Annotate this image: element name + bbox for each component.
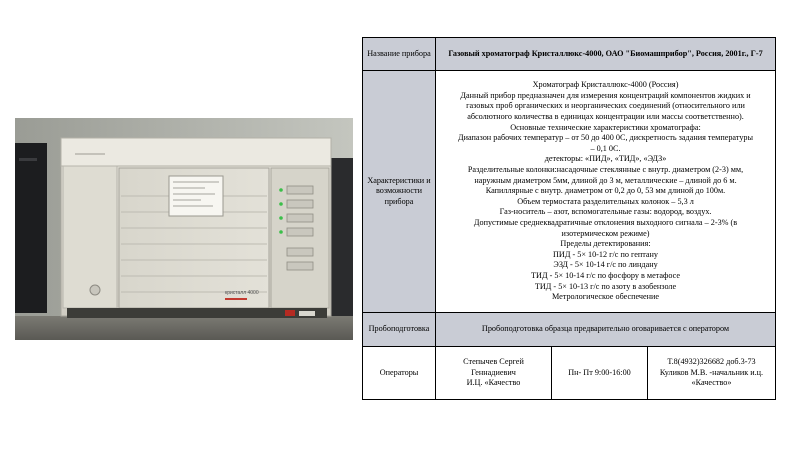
operator-line: И.Ц. «Качество — [466, 378, 521, 388]
spec-line: ТИД - 5× 10-13 г/с по азоту в азобензоле — [534, 281, 677, 291]
chromatograph-image — [15, 118, 353, 340]
table-row — [363, 38, 776, 71]
instrument-name-value: Газовый хроматограф Кристаллюкс-4000, ОАО "Биомашприбор", Россия, 2001г., Г-7 — [436, 38, 776, 71]
specification-table — [362, 37, 776, 400]
spec-line: Газ-носитель – азот, вспомогательные газы: водород, воздух. — [499, 207, 712, 217]
table-row — [363, 347, 776, 400]
contact-line: «Качество» — [691, 378, 732, 388]
operator-schedule: Пн- Пт 9:00-16:00 — [552, 347, 648, 400]
operator-person — [436, 347, 552, 400]
spec-line: Данный прибор предназначен для измерения концентраций компонентов жидких и — [460, 90, 751, 100]
row-label-operators: Операторы — [363, 347, 436, 400]
spec-line: Пределы детектирования: — [560, 239, 651, 249]
operator-line: Геннадиевич — [471, 367, 516, 377]
row-label-name: Название прибора — [363, 38, 436, 71]
spec-line: газовых проб органических и неорганических соединений (относительного или — [466, 101, 745, 111]
specs-value — [436, 71, 776, 313]
spec-line: – 0,1 0С. — [590, 143, 621, 153]
spec-line: наружным диаметром 5мм, длиной до 3 м, металлические – длиной до 6 м. — [474, 175, 737, 185]
spec-line: Капиллярные с внутр. диаметром от 0,2 до 0, 53 мм длиной до 100м. — [485, 186, 726, 196]
spec-line: ТИД - 5× 10-14 г/с по фосфору в метафосе — [531, 270, 680, 280]
table-row — [363, 71, 776, 313]
operator-line: Степычев Сергей — [463, 357, 524, 367]
spec-line: изотермическом режиме) — [561, 228, 650, 238]
table-row — [363, 313, 776, 347]
spec-line: Хроматограф Кристаллюкс-4000 (Россия) — [532, 80, 679, 90]
spec-line: Разделительные колонки:насадочные стеклянные с внутр. диаметром (2-3) мм, — [467, 165, 744, 175]
spec-line: детекторы: «ПИД», «ТИД», «ЭДЗ» — [544, 154, 667, 164]
contact-line: Т.8(4932)326682 доб.3-73 — [667, 357, 756, 367]
operator-contact — [648, 347, 776, 400]
spec-line: ПИД - 5× 10-12 г/с по гептану — [553, 249, 659, 259]
instrument-photo — [15, 118, 353, 340]
spec-line: Допустимые среднеквадратичные отклонения выходного сигнала – 2-3% (в — [473, 217, 738, 227]
instrument-logo: кристалл 4000 — [225, 290, 259, 296]
prep-value: Пробоподготовка образца предварительно оговаривается с оператором — [436, 313, 776, 347]
spec-line: ЭЗД - 5× 10-14 г/с по линдану — [553, 260, 658, 270]
row-label-specs: Характеристики и возможности прибора — [363, 71, 436, 313]
row-label-prep: Пробоподготовка — [363, 313, 436, 347]
spec-line: Основные технические характеристики хроматографа: — [510, 122, 701, 132]
spec-line: Объем термостата разделительных колонок – 5,3 л — [517, 196, 694, 206]
contact-line: Куликов М.В. -начальник и.ц. — [659, 367, 764, 377]
spec-line: Диапазон рабочих температур – от 50 до 400 0С, дискретность задания температуры — [458, 133, 754, 143]
spec-line: Метрологическое обеспечение — [551, 292, 660, 302]
spec-line: абсолютного количества в единицах концентрации или массы соответственно). — [467, 112, 744, 122]
